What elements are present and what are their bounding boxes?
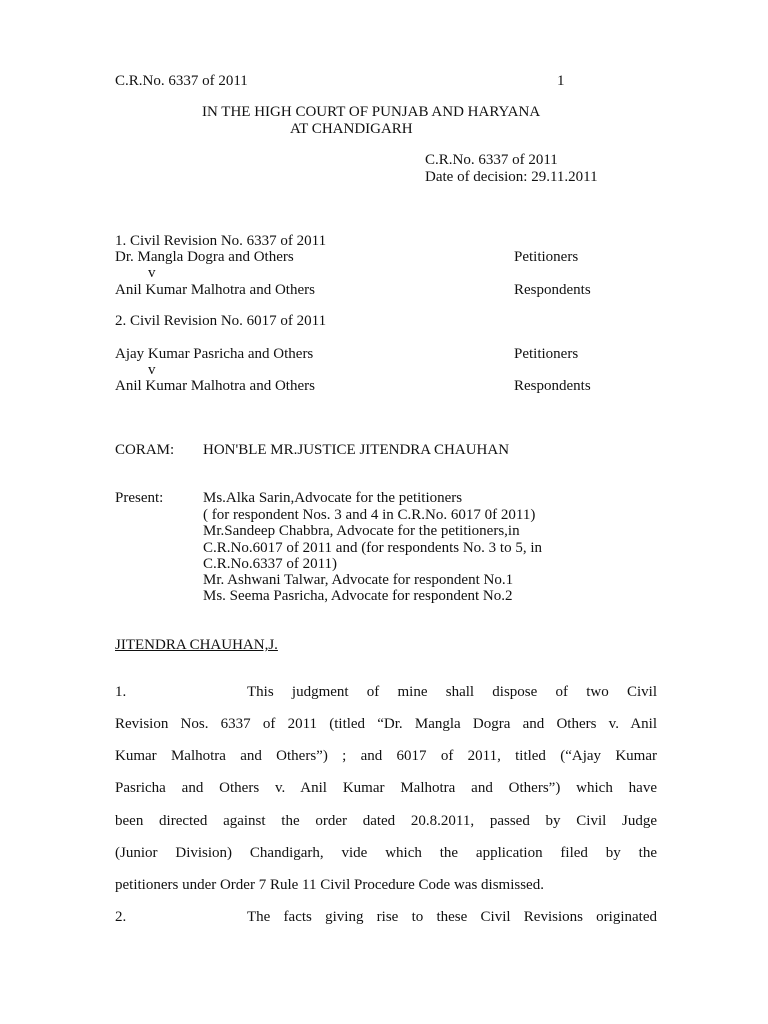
present-line: Mr. Ashwani Talwar, Advocate for respondent No.1 [203,572,514,588]
judge-heading: JITENDRA CHAUHAN,J. [115,637,278,653]
para-1-line: Kumar Malhotra and Others”) ; and 6017 of 2011, titled (“Ajay Kumar [115,748,657,764]
case-2-respondent-role: Respondents [514,378,591,394]
para-2-line: The facts giving rise to these Civil Revisions originated [247,909,657,925]
case-2-respondent: Anil Kumar Malhotra and Others [115,378,315,394]
coram-judge: HON'BLE MR.JUSTICE JITENDRA CHAUHAN [203,442,510,458]
case-number: C.R.No. 6337 of 2011 [425,152,558,168]
case-2-petitioner-role: Petitioners [514,346,579,362]
case-1-versus: v [148,265,156,281]
present-line: ( for respondent Nos. 3 and 4 in C.R.No. 6017 0f 2011) [203,507,536,523]
case-2-heading: 2. Civil Revision No. 6017 of 2011 [115,313,327,329]
para-1-line: Revision Nos. 6337 of 2011 (titled “Dr. Mangla Dogra and Others v. Anil [115,716,657,732]
decision-date: Date of decision: 29.11.2011 [425,169,598,185]
para-2-number: 2. [115,909,127,925]
case-1-petitioner-role: Petitioners [514,249,579,265]
present-line: Mr.Sandeep Chabbra, Advocate for the petitioners,in [203,523,520,539]
para-1-line: petitioners under Order 7 Rule 11 Civil Procedure Code was dismissed. [115,877,544,893]
coram-label: CORAM: [115,442,175,458]
case-1-respondent-role: Respondents [514,282,591,298]
case-1-heading: 1. Civil Revision No. 6337 of 2011 [115,233,327,249]
present-line: C.R.No.6337 of 2011) [203,556,338,572]
para-1-line: This judgment of mine shall dispose of two Civil [247,684,657,700]
para-1-number: 1. [115,684,127,700]
case-2-petitioner: Ajay Kumar Pasricha and Others [115,346,314,362]
header-case-ref: C.R.No. 6337 of 2011 [115,73,248,89]
present-line: Ms. Seema Pasricha, Advocate for respondent No.2 [203,588,513,604]
case-1-respondent: Anil Kumar Malhotra and Others [115,282,315,298]
court-title-line2: AT CHANDIGARH [290,121,413,137]
para-1-line: Pasricha and Others v. Anil Kumar Malhotra and Others”) which have [115,780,657,796]
court-title-line1: IN THE HIGH COURT OF PUNJAB AND HARYANA [202,104,541,120]
case-1-petitioner: Dr. Mangla Dogra and Others [115,249,294,265]
present-line: C.R.No.6017 of 2011 and (for respondents No. 3 to 5, in [203,540,542,556]
present-line: Ms.Alka Sarin,Advocate for the petitioners [203,490,463,506]
page-number: 1 [557,73,565,89]
para-1-line: (Junior Division) Chandigarh, vide which the application filed by the [115,845,657,861]
para-1-line: been directed against the order dated 20.8.2011, passed by Civil Judge [115,813,657,829]
present-label: Present: [115,490,164,506]
case-2-versus: v [148,362,156,378]
